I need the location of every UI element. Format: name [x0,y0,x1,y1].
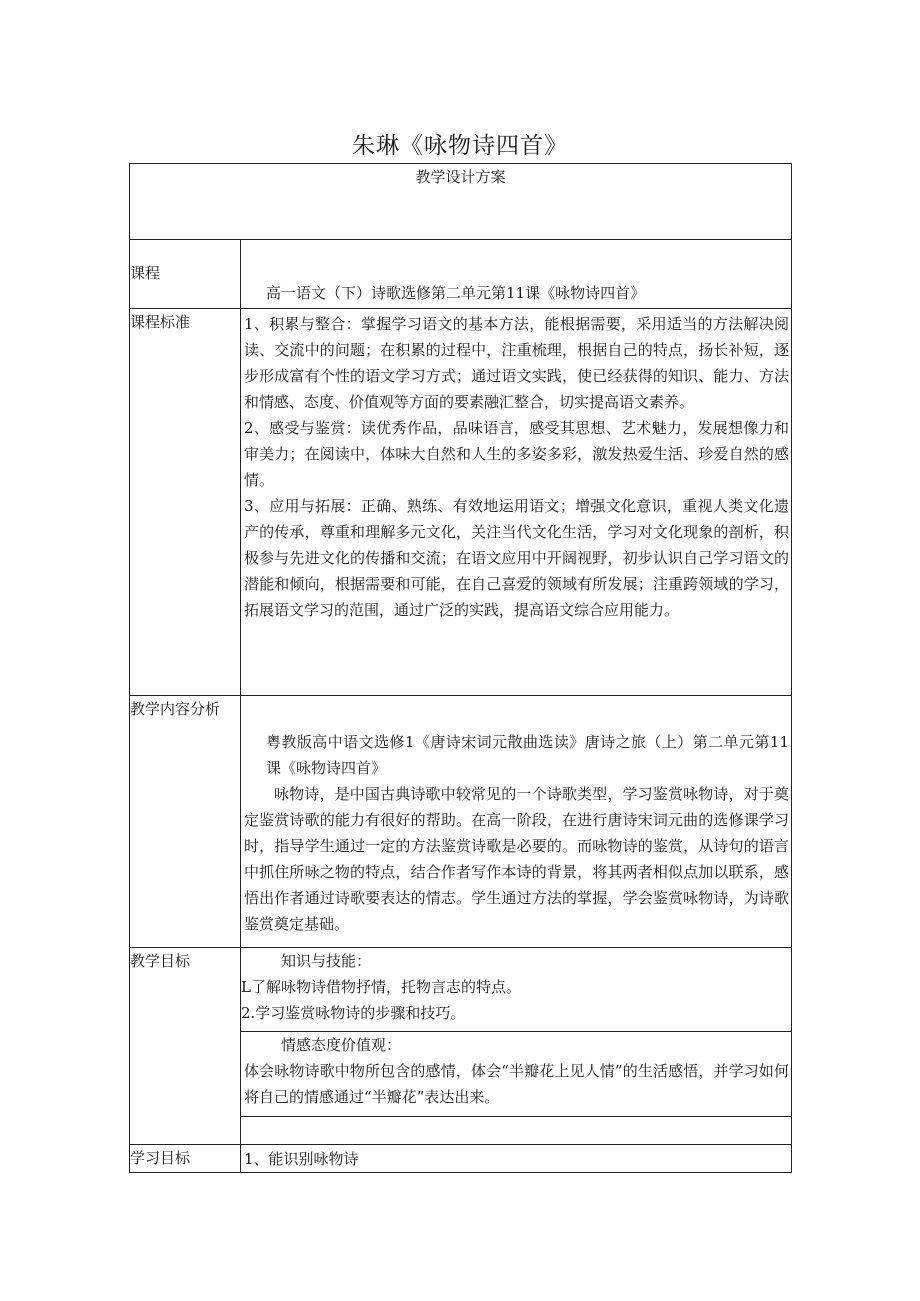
learning-item: 1、能识别咏物诗 [244,1149,359,1168]
knowledge-item: L了解咏物诗借物抒情，托物言志的特点。 [241,978,521,996]
objectives-label: 教学目标 [130,948,241,1145]
course-cell [241,240,792,309]
emotion-block [241,1031,791,1116]
knowledge-block [241,948,791,1031]
standard-item: 3、应用与拓展：正确、熟练、有效地运用语文；增强文化意识，重视人类文化遗产的传承，尊重和理解多元文化，关注当代文化生活，学习对文化现象的剖析，积极参与先进文化的传播和交流；在语文应用中开阔视野，初步认识自己学习语文的潜能和倾向，根据需要和可能，在自己喜爱的领域有所发展；注重跨领域的学习，拓展语文学习的范围，通过广泛的实践，提高语文综合应用能力。 [244,497,790,619]
content-label [130,696,241,948]
table-header: 教学设计方案 [130,164,792,240]
course-label: 课程 [130,240,241,309]
content-label-text: 教学内容分析 [130,700,221,718]
learning-cell [241,1145,792,1173]
emotion-heading: 情感态度价值观： [281,1036,402,1054]
content-cell [241,696,792,948]
learning-label: 学习目标 [130,1145,241,1173]
content-source: 粤教版高中语文选修1《唐诗宋词元散曲选读》唐诗之旅（上）第二单元第11课《咏物诗四首》 [266,733,790,777]
content-row [130,696,792,948]
objectives-cell [241,948,792,1145]
objectives-row [130,948,792,1145]
standard-cell [241,309,792,696]
knowledge-item: 2.学习鉴赏咏物诗的步骤和技巧。 [241,1004,466,1022]
table-header-row [130,164,792,240]
knowledge-heading: 知识与技能： [281,952,372,970]
course-value: 高一语文（下）诗歌选修第二单元第11课《咏物诗四首》 [266,284,646,302]
standard-item: 2、感受与鉴赏：读优秀作品，品味语言，感受其思想、艺术魅力，发展想像力和审美力；在阅读中，体味大自然和人生的多姿多彩，激发热爱生活、珍爱自然的感情。 [244,419,790,489]
emotion-text: 体会咏物诗歌中物所包含的感情，体会“半瓣花上见人情”的生活感悟，并学习如何将自己的情感通过“半瓣花”表达出来。 [244,1062,790,1106]
course-row [130,240,792,309]
objectives-empty-row [241,1116,791,1144]
learning-row [130,1145,792,1173]
teaching-plan-table [129,163,792,1173]
standard-label: 课程标准 [130,309,241,696]
standard-row [130,309,792,696]
content-analysis: 咏物诗，是中国古典诗歌中较常见的一个诗歌类型，学习鉴赏咏物诗，对于奠定鉴赏诗歌的能力有很好的帮助。在高一阶段，在进行唐诗宋词元曲的选修课学习时，指导学生通过一定的方法鉴赏诗歌是必要的。而咏物诗的鉴赏，从诗句的语言中抓住所咏之物的特点，结合作者写作本诗的背景，将其两者相似点加以联系，感悟出作者通过诗歌要表达的情志。学生通过方法的掌握，学会鉴赏咏物诗，为诗歌鉴赏奠定基础。 [244,785,790,933]
standard-item: 1、积累与整合：掌握学习语文的基本方法，能根据需要，采用适当的方法解决阅读、交流中的问题；在积累的过程中，注重梳理，根据自己的特点，扬长补短，逐步形成富有个性的语文学习方式；通过语文实践，使已经获得的知识、能力、方法和情感、态度、价值观等方面的要素融汇整合，切实提高语文素养。 [244,315,790,411]
page-title: 朱琳《咏物诗四首》 [352,133,568,159]
